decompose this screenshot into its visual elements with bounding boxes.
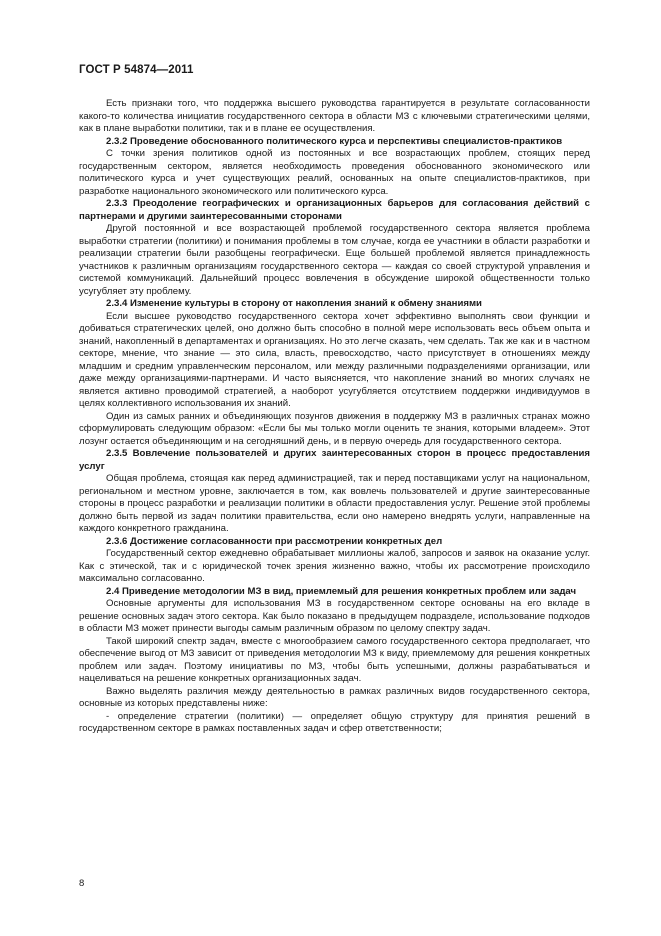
body-paragraph: Такой широкий спектр задач, вместе с многообразием самого государственного сектора предполагает, что обеспечение выгод от МЗ зависит от приведения методологии МЗ к виду, приемлемому для решения конкретных проблем или задач. Поэтому инициативы по МЗ, чтобы быть успешными, должны разрабатываться и нацеливаться на решение конкретных организационных задач. [79, 635, 590, 684]
body-paragraph: Важно выделять различия между деятельностью в рамках различных видов государственного сектора, основные из которых представлены ниже: [79, 685, 590, 709]
section-heading: 2.3.3 Преодоление географических и организационных барьеров для согласования действий с партнерами и другими заинтересованными сторонами [79, 198, 590, 222]
document-header: ГОСТ Р 54874—2011 [79, 64, 194, 76]
subsection-heading: 2.4 Приведение методологии МЗ в вид, приемлемый для решения конкретных проблем или задач [106, 585, 577, 597]
body-paragraph: Государственный сектор ежедневно обрабатывает миллионы жалоб, запросов и заявок на оказание услуг. Как с этической, так и с юридической точек зрения жизненно важно, чтобы их рассмотрение происходило максимально согласованно. [79, 548, 590, 584]
body-paragraph: Если высшее руководство государственного сектора хочет эффективно выполнять свои функции и добиваться стратегических целей, оно должно быть способно в полной мере использовать весь объем опыта и знаний, накопленный в департаментах и организациях. Но это легче сказать, чем сделать. Так же как и в частном секторе, мнение, что знание — это сила, власть, превосходство, часто присутствует в отношениях между младшим и средним управленческим персоналом, или между различными подразделениями организации, или даже между организациями-партнерами. И часто выясняется, что накопление знаний во многих случаях не является активно проводимой стратегией, а наоборот усугубляется отсутствием поддержки индивидуумов в целях коллективного использования их знаний. [79, 310, 590, 409]
body-paragraph: Основные аргументы для использования МЗ в государственном секторе основаны на его вкладе в решение основных задач этого сектора. Как было показано в предыдущем подразделе, использование подходов в области МЗ может принести выгоды самым различным образом по целому спектру задач. [79, 598, 590, 634]
body-paragraph: Один из самых ранних и объединяющих позунгов движения в поддержку МЗ в различных странах можно сформулировать следующим образом: «Если бы мы только могли оценить те знания, которыми владеем». Этот лозунг остается объединяющим и на сегодняшний день, и в первую очередь для государственного сектора. [79, 410, 590, 447]
section-heading: 2.3.4 Изменение культуры в сторону от накопления знаний к обмену знаниями [106, 298, 482, 309]
section-heading: 2.3.6 Достижение согласованности при рассмотрении конкретных дел [106, 535, 443, 547]
body-paragraph: Другой постоянной и все возрастающей проблемой государственного сектора является проблема выработки стратегии (политики) и понимания проблемы в том случае, когда ее участники в области разработки и реализации стратегии были разобщены географически. Еще большей проблемой является принадлежность участников к различным организациям государственного сектора — каждая со своей структурой управления и системой коммуникаций. Дальнейший процесс вовлечения в обсуждение широкой общественности только усугубляет эту проблему. [79, 223, 590, 297]
body-paragraph: С точки зрения политиков одной из постоянных и все возрастающих проблем, стоящих перед государственным сектором, является необходимость проведения обоснованного экономического или политического курса и учет существующих реалий, основанных на опыте специалистов-практиков, при разработке национального экономического или политического курса. [79, 148, 590, 197]
page-number: 8 [79, 878, 85, 889]
body-paragraph: Есть признаки того, что поддержка высшего руководства гарантируется в результате согласованности какого-то количества инициатив государственного сектора в области МЗ с ключевыми стратегическими целями, как в плане выработки политики, так и в плане ее осуществления. [79, 98, 590, 134]
section-heading: 2.3.5 Вовлечение пользователей и других заинтересованных сторон в процесс предоставления услуг [79, 448, 590, 472]
body-paragraph: Общая проблема, стоящая как перед администрацией, так и перед поставщиками услуг на национальном, региональном и местном уровне, заключается в том, как вовлечь пользователей и другие заинтересованные стороны в процесс разработки и реализации политики в области предоставления услуг. Решение этой проблемы должно быть первой из задач политики правительства, если оно намерено внедрять услуги, направленные на каждого конкретного гражданина. [79, 473, 590, 534]
section-heading: 2.3.2 Проведение обоснованного политического курса и перспективы специалистов-практиков [106, 135, 563, 147]
list-item: - определение стратегии (политики) — определяет общую структуру для принятия решений в государственном секторе в рамках поставленных задач и сфер ответственности; [79, 710, 590, 734]
document-body [79, 98, 590, 736]
